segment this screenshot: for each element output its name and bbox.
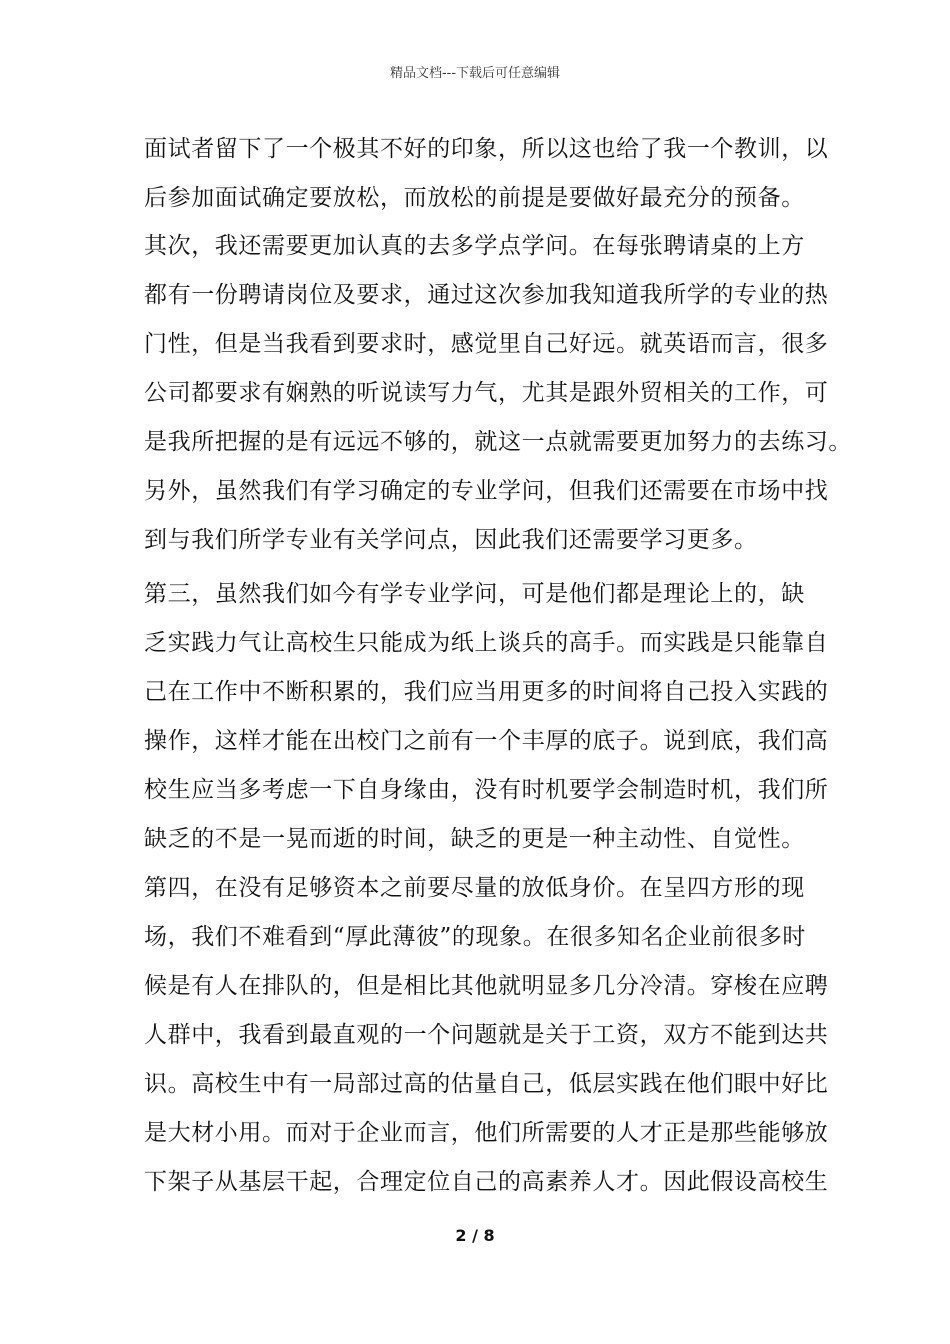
text-line: 另外，虽然我们有学习确定的专业学问，但我们还需要在市场中找: [144, 478, 829, 504]
text-line: 面试者留下了一个极其不好的印象，所以这也给了我一个教训，以: [144, 136, 829, 162]
text-line: 识。高校生中有一局部过高的估量自己，低层实践在他们眼中好比: [144, 1071, 829, 1097]
text-line: 下架子从基层干起，合理定位自己的高素养人才。因此假设高校生: [144, 1169, 829, 1195]
text-line: 乏实践力气让高校生只能成为纸上谈兵的高手。而实践是只能靠自: [144, 630, 829, 656]
text-line: 候是有人在排队的，但是相比其他就明显多几分冷清。穿梭在应聘: [144, 973, 829, 999]
text-line: 门性，但是当我看到要求时，感觉里自己好远。就英语而言，很多: [144, 331, 829, 357]
page-header: 精品文档---下载后可任意编辑: [389, 66, 561, 81]
text-line: 都有一份聘请岗位及要求，通过这次参加我知道我所学的专业的热: [144, 282, 829, 308]
text-line: 操作，这样才能在出校门之前有一个丰厚的底子。说到底，我们高: [144, 728, 829, 754]
text-line: 人群中，我看到最直观的一个问题就是关于工资，双方不能到达共: [144, 1022, 829, 1048]
text-line: 己在工作中不断积累的，我们应当用更多的时间将自己投入实践的: [144, 679, 829, 705]
text-line: 是大材小用。而对于企业而言，他们所需要的人才正是那些能够放: [144, 1120, 829, 1146]
text-line: 缺乏的不是一晃而逝的时间，缺乏的更是一种主动性、自觉性。: [144, 826, 805, 852]
text-line: 其次，我还需要更加认真的去多学点学问。在每张聘请桌的上方: [144, 233, 805, 259]
text-line: 是我所把握的是有远远不够的，就这一点就需要更加努力的去练习。: [144, 429, 852, 455]
text-line: 后参加面试确定要放松，而放松的前提是要做好最充分的预备。: [144, 185, 805, 211]
text-line: 校生应当多考虑一下自身缘由，没有时机要学会制造时机，我们所: [144, 777, 829, 803]
text-line: 第三，虽然我们如今有学专业学问，可是他们都是理论上的，缺: [144, 581, 805, 607]
text-line: 公司都要求有娴熟的听说读写力气，尤其是跟外贸相关的工作，可: [144, 380, 829, 406]
text-line: 到与我们所学专业有关学问点，因此我们还需要学习更多。: [144, 527, 758, 553]
text-line: 第四，在没有足够资本之前要尽量的放低身价。在呈四方形的现: [144, 875, 805, 901]
page-number: 2 / 8: [455, 1226, 495, 1245]
text-line: 场，我们不难看到“厚此薄彼”的现象。在很多知名企业前很多时: [144, 924, 806, 950]
